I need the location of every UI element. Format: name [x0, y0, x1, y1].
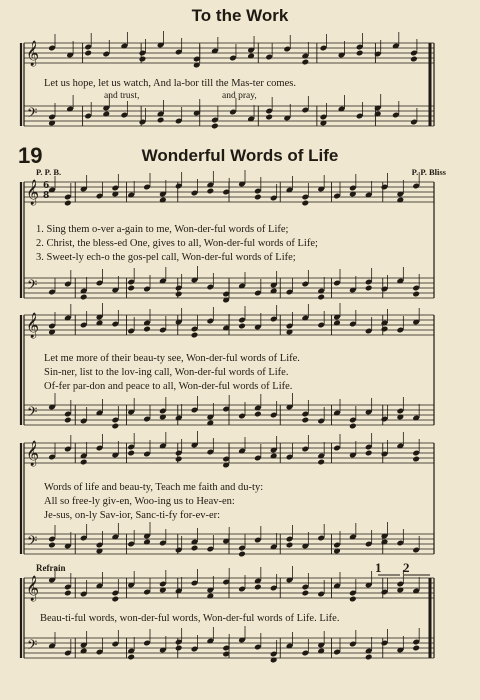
bass-clef-icon: 𝄢 [27, 404, 38, 423]
note-head [302, 417, 310, 424]
treble-clef-icon: 𝄞 [26, 441, 40, 466]
note-head [80, 459, 88, 466]
note-head [238, 551, 246, 558]
verse-line: 3. Sweet-ly ech-o the gos-pel call, Won-der-ful words of Life; [36, 252, 296, 263]
note-head [410, 56, 418, 63]
note-head [191, 545, 199, 552]
note-head [143, 326, 151, 333]
bass-clef-icon: 𝄢 [27, 637, 38, 656]
note-head [127, 450, 135, 457]
verse-line: Beau-ti-ful words, won-der-ful words, Won-der-ful words of Life. Life. [40, 613, 340, 624]
note-head [254, 584, 262, 591]
note-head [302, 590, 310, 597]
note-head [302, 59, 310, 66]
top-hymn-title: To the Work [191, 6, 289, 25]
note-head [412, 456, 420, 463]
first-ending-label: 1 [375, 560, 382, 575]
note-head [175, 645, 183, 652]
second-ending-label: 2 [403, 560, 410, 575]
bass-clef-icon: 𝄢 [27, 105, 38, 124]
verse-line: Let me more of their beau-ty see, Won-der-ful words of Life. [44, 353, 300, 364]
note-head [365, 654, 373, 661]
note-head [175, 456, 183, 463]
treble-clef-icon: 𝄞 [26, 180, 40, 205]
note-head [349, 596, 357, 603]
note-head [112, 423, 120, 430]
bass-words-2: and pray, [222, 91, 257, 101]
time-sig-top: 6 [43, 181, 50, 191]
verse-line: Je-sus, on-ly Sav-ior, Sanc-ti-fy for-ev-er: [44, 510, 221, 521]
note-head [64, 200, 72, 207]
note-head [365, 285, 373, 292]
note-head [254, 194, 262, 201]
composer-credit: P. P. Bliss [411, 167, 446, 177]
note-head [139, 56, 147, 63]
note-head [412, 645, 420, 652]
bass-clef-icon: 𝄢 [27, 533, 38, 552]
note-head [254, 411, 262, 418]
note-head [349, 423, 357, 430]
treble-clef-icon: 𝄞 [26, 576, 40, 601]
verse-line: 1. Sing them o-ver a-gain to me, Won-der-ful words of Life; [36, 224, 289, 235]
note-head [302, 200, 310, 207]
note-head [286, 542, 294, 549]
note-head [112, 596, 120, 603]
note-head [265, 114, 273, 121]
hymn-title: Wonderful Words of Life [141, 146, 339, 165]
note-head [238, 323, 246, 330]
note-head [211, 123, 219, 130]
note-head [317, 459, 325, 466]
top-hymn-lyric-line: Let us hope, let us watch, And la-bor till the Mas-ter comes. [44, 78, 296, 89]
note-head [175, 291, 183, 298]
note-head [127, 654, 135, 661]
refrain-label: Refrain [36, 563, 66, 573]
verse-line: Of-fer par-don and peace to all, Won-der-ful words of Life. [44, 381, 293, 392]
verse-line: 2. Christ, the bless-ed One, gives to all, Won-der-ful words of Life; [36, 238, 318, 249]
time-sig-bottom: 8 [43, 191, 50, 201]
note-head [127, 285, 135, 292]
note-head [207, 188, 215, 195]
verse-line: Sin-ner, list to the lov-ing call, Won-der-ful words of Life. [44, 367, 289, 378]
note-head [64, 417, 72, 424]
note-head [356, 50, 364, 57]
note-head [84, 50, 92, 57]
bass-clef-icon: 𝄢 [27, 277, 38, 296]
note-head [317, 294, 325, 301]
treble-clef-icon: 𝄞 [26, 313, 40, 338]
note-head [80, 294, 88, 301]
note-head [157, 117, 165, 124]
note-head [365, 450, 373, 457]
treble-clef-icon: 𝄞 [26, 41, 40, 66]
verse-line: Words of life and beau-ty, Teach me faith and du-ty: [44, 482, 264, 493]
bass-words-1: and trust, [104, 91, 140, 101]
note-head [64, 590, 72, 597]
verse-line: All so free-ly giv-en, Woo-ing us to Heav-en: [44, 496, 235, 507]
note-head [191, 332, 199, 339]
lyricist-credit: P. P. B. [36, 167, 62, 177]
note-head [48, 542, 56, 549]
note-head [412, 291, 420, 298]
hymn-number: 19 [18, 143, 43, 168]
note-head [381, 326, 389, 333]
